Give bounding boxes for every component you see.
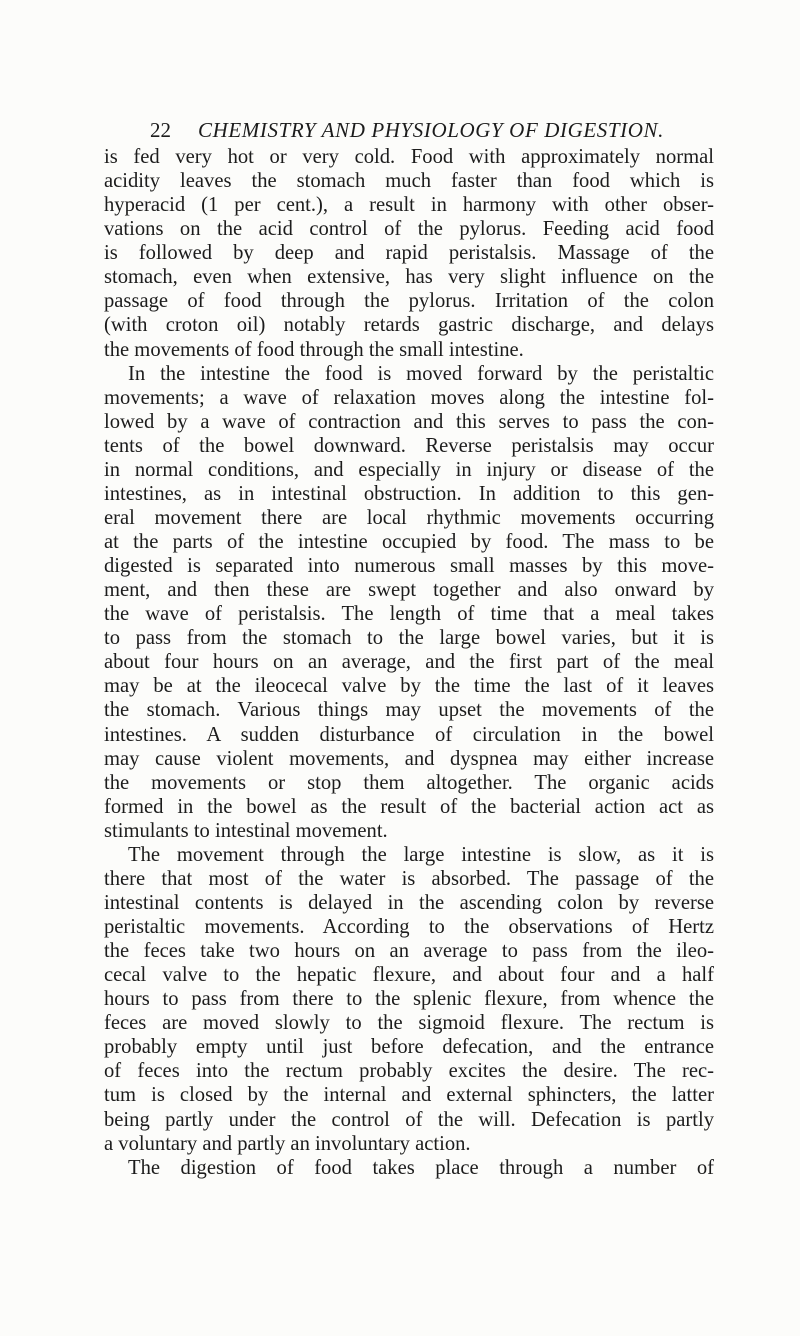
text-line: hyperacid (1 per cent.), a result in harmony with other obser-: [104, 194, 714, 217]
text-line: The movement through the large intestine is slow, as it is: [128, 843, 714, 866]
text-line: cecal valve to the hepatic flexure, and about four and a half: [104, 964, 714, 987]
text-line: peristaltic movements. According to the observations of Hertz: [104, 916, 714, 938]
text-line: eral movement there are local rhythmic movements occurring: [104, 506, 714, 529]
text-line: intestines, as in intestinal obstruction. In addition to this gen-: [104, 482, 714, 505]
text-line: probably empty until just before defecation, and the entrance: [104, 1036, 714, 1059]
text-line: of feces into the rectum probably excites the desire. The rec-: [104, 1060, 714, 1083]
text-line: hours to pass from there to the splenic flexure, from whence the: [104, 988, 714, 1011]
text-line: (with croton oil) notably retards gastric discharge, and delays: [104, 314, 714, 337]
text-line: movements; a wave of relaxation moves along the intestine fol-: [104, 386, 714, 409]
text-line: may cause violent movements, and dyspnea may either increase: [104, 747, 714, 770]
text-line: tum is closed by the internal and external sphincters, the latter: [104, 1084, 714, 1107]
text-line: tents of the bowel downward. Reverse peristalsis may occur: [104, 434, 714, 457]
running-title: CHEMISTRY AND PHYSIOLOGY OF DIGESTION.: [198, 118, 664, 142]
text-line: formed in the bowel as the result of the bacterial action act as: [104, 795, 714, 818]
text-line: there that most of the water is absorbed. The passage of the: [104, 867, 714, 890]
text-line: is fed very hot or very cold. Food with approximately normal: [104, 146, 714, 168]
text-line: to pass from the stomach to the large bowel varies, but it is: [104, 627, 714, 650]
running-header: [104, 118, 716, 144]
text-line: digested is separated into numerous small masses by this move-: [104, 555, 714, 578]
text-line: vations on the acid control of the pylorus. Feeding acid food: [104, 218, 714, 241]
body-text: [104, 145, 714, 1180]
text-line: about four hours on an average, and the first part of the meal: [104, 651, 714, 674]
text-line: at the parts of the intestine occupied by food. The mass to be: [104, 531, 714, 553]
text-line: the movements or stop them altogether. The organic acids: [104, 771, 714, 794]
text-line: intestines. A sudden disturbance of circulation in the bowel: [104, 723, 714, 746]
text-line: lowed by a wave of contraction and this serves to pass the con-: [104, 410, 714, 433]
text-line: In the intestine the food is moved forward by the peristaltic: [128, 362, 714, 385]
text-line: passage of food through the pylorus. Irritation of the colon: [104, 290, 714, 313]
text-line: being partly under the control of the will. Defecation is partly: [104, 1108, 714, 1131]
text-line: feces are moved slowly to the sigmoid flexure. The rectum is: [104, 1012, 714, 1035]
text-line: acidity leaves the stomach much faster than food which is: [104, 170, 714, 193]
text-line: is followed by deep and rapid peristalsis. Massage of the: [104, 242, 714, 265]
text-line: the stomach. Various things may upset the movements of the: [104, 699, 714, 722]
text-line: the movements of food through the small intestine.: [104, 338, 524, 361]
text-line: stomach, even when extensive, has very slight influence on the: [104, 266, 714, 289]
text-line: The digestion of food takes place through a number of: [128, 1156, 714, 1179]
text-line: the wave of peristalsis. The length of time that a meal takes: [104, 603, 714, 626]
text-line: may be at the ileocecal valve by the time the last of it leaves: [104, 675, 714, 698]
text-line: stimulants to intestinal movement.: [104, 819, 388, 842]
text-line: a voluntary and partly an involuntary action.: [104, 1132, 471, 1155]
text-line: in normal conditions, and especially in injury or disease of the: [104, 458, 714, 481]
text-line: intestinal contents is delayed in the ascending colon by reverse: [104, 891, 714, 914]
page-number: 22: [150, 118, 171, 142]
text-line: the feces take two hours on an average to pass from the ileo-: [104, 940, 714, 963]
text-line: ment, and then these are swept together and also onward by: [104, 579, 714, 602]
